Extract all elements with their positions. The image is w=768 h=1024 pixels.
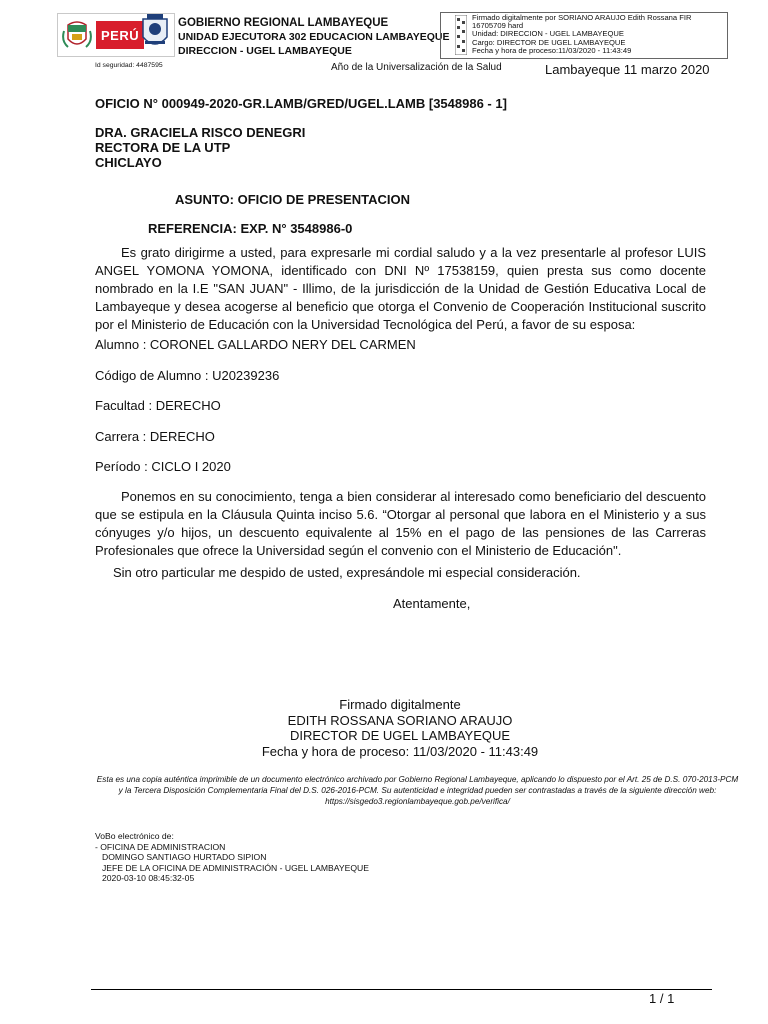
recipient-block [95,125,305,170]
signature-details [472,14,691,55]
regional-emblem-icon [139,13,171,53]
year-slogan: Año de la Universalización de la Salud [331,62,502,73]
student-faculty: Facultad : DERECHO [95,398,221,413]
digital-signature-box [440,12,728,59]
signature-timestamp: Fecha y hora de proceso: 11/03/2020 - 11:43:49 [261,743,539,759]
peru-badge: PERÚ [96,21,144,49]
signature-label: Firmado digitalmente [339,697,461,712]
student-name: Alumno : CORONEL GALLARDO NERY DEL CARMEN [95,337,416,352]
document-number: OFICIO N° 000949-2020-GR.LAMB/GRED/UGEL.LAMB [3548986 - 1] [95,96,507,111]
body-paragraph-intro: Es grato dirigirme a usted, para expresarle mi cordial saludo y a la vez presentarle al profesor LUIS ANGEL YOMONA YOMONA, identificado con DNI Nº 17538159, quien presta sus como docente nombrado en la I.E "SAN JUAN" - Illimo, de la jurisdicción de la Unidad de Gestión Educativa Local de Lambayeque y desea acogerse al beneficio que otorga el Convenio de Cooperación Institucional suscrito por el Ministerio de Educación con la Universidad Tecnológica del Perú, a favor de su esposa: [95,245,706,332]
org-name: GOBIERNO REGIONAL LAMBAYEQUE [178,17,389,29]
qr-code-icon [455,15,467,55]
reference-line: REFERENCIA: EXP. N° 3548986-0 [148,221,353,236]
vobo-person: DOMINGO SANTIAGO HURTADO SIPION [102,852,267,863]
recipient-name: DRA. GRACIELA RISCO DENEGRI [95,125,306,140]
recipient-city: CHICLAYO [95,155,162,170]
recipient-title: RECTORA DE LA UTP [95,140,231,155]
signature-line: Firmado digitalmente por SORIANO ARAUJO Edith Rossana FIR [472,13,692,22]
signature-line: Cargo: DIRECTOR DE UGEL LAMBAYEQUE [472,37,626,47]
footer-divider [91,989,712,990]
org-header [178,16,450,58]
vobo-timestamp: 2020-03-10 08:45:32-05 [102,873,195,884]
signature-line: Fecha y hora de proceso:11/03/2020 - 11:43:49 [472,45,632,55]
signer-name: EDITH ROSSANA SORIANO ARAUJO [287,712,513,728]
vobo-title: VoBo electrónico de: [95,831,174,841]
place-date: Lambayeque 11 marzo 2020 [545,62,710,77]
security-id: Id seguridad: 4487595 [95,62,163,69]
page-number: 1 / 1 [649,991,675,1006]
student-code: Código de Alumno : U20239236 [95,368,280,383]
coat-of-arms-icon [62,17,92,53]
closing-line: Sin otro particular me despido de usted, expresándole mi especial consideración. [113,565,581,580]
student-career: Carrera : DERECHO [95,429,215,444]
signature-line: 16705709 hard [472,21,524,31]
signature-block [200,697,600,759]
vobo-office: - OFICINA DE ADMINISTRACION [95,841,226,852]
body-paragraph-request: Ponemos en su conocimiento, tenga a bien considerar al interesado como beneficiario del descuento que se estipula en la Cláusula Quinta inciso 5.6. “Otorgar al personal que labora en el Ministerio y a sus cónyuges y/o hijos, un descuento equivalente al 15% en el pago de las pensiones de las Carreras Profesionales que ofrece la Universidad según el convenio con el Ministerio de Educación". [95,489,706,558]
regards: Atentamente, [393,596,471,611]
signature-line: Unidad: DIRECCION - UGEL LAMBAYEQUE [472,29,624,39]
org-unit: UNIDAD EJECUTORA 302 EDUCACION LAMBAYEQUE [178,31,450,43]
authenticity-disclaimer: Esta es una copia auténtica imprimible de un documento electrónico archivado por Gobierno Regional Lambayeque, aplicando lo dispuesto por el Art. 25 de D.S. 070-2013-PCM y la Tercera Disposición Complementaria Final del D.S. 026-2016-PCM. Su autenticidad e integridad pueden ser contrastadas a través de la siguiente dirección web: https://sisgedo3.regionlambayeque.gob.pe/verifica/ [96,775,739,806]
subject-line: ASUNTO: OFICIO DE PRESENTACION [175,192,410,207]
student-period: Período : CICLO I 2020 [95,459,231,474]
vobo-block [95,831,369,884]
vobo-position: JEFE DE LA OFICINA DE ADMINISTRACIÓN - UGEL LAMBAYEQUE [102,862,369,873]
signer-position: DIRECTOR DE UGEL LAMBAYEQUE [289,728,511,743]
org-direction: DIRECCION - UGEL LAMBAYEQUE [178,45,352,57]
